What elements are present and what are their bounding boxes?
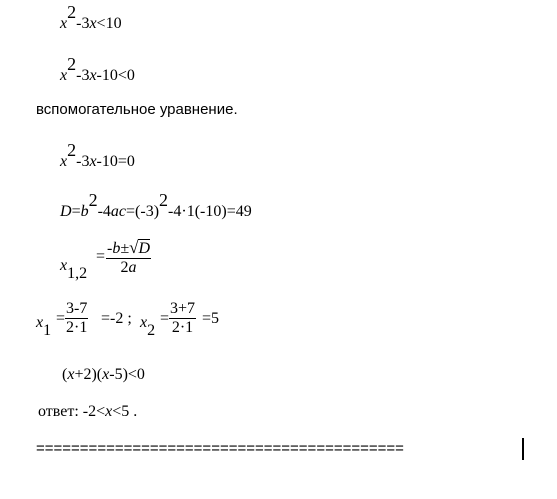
coef-text: -3 [76,67,90,84]
equals-sign: = [56,310,66,327]
variable-ac: ac [110,203,127,220]
coef-text: -4 [97,203,111,220]
tail-text: -10=0 [96,153,135,170]
root-1-fraction [65,300,88,337]
variable-D: D [60,203,72,220]
variable-x: x [60,15,68,32]
variable-x: x [60,257,68,274]
variable-D: D [138,240,151,257]
tail-text: -10<0 [96,67,135,84]
coef-text: -3 [76,15,90,32]
exponent: 2 [67,2,77,22]
exponent: 2 [159,190,169,210]
subscript: 2 [147,322,156,339]
inequality-line-1 [60,2,122,33]
variable-x: x [102,366,110,383]
subscript: 1 [43,322,52,339]
root-1-var [36,314,52,339]
variable-a: a [128,259,137,276]
factor-text: +2)( [74,366,103,383]
result-text: -4·1(-10)=49 [168,203,252,220]
variable-x: x [60,153,68,170]
answer-tail: <5 . [112,403,138,420]
coef-text: -3 [76,153,90,170]
variable-x: x [105,403,113,420]
discriminant-line [60,190,252,221]
equation-line [60,140,135,171]
fraction-denominator: 2·1 [169,318,196,337]
variable-b: b [80,203,89,220]
variable-x: x [89,67,97,84]
fraction-denominator: 2·1 [66,319,88,336]
exponent: 2 [67,54,77,74]
root-2-fraction [169,300,196,337]
answer-label: ответ: -2< [38,403,106,420]
tail-text: <10 [96,15,122,32]
variable-x: x [89,15,97,32]
roots-fraction [106,238,151,277]
factored-inequality [62,366,145,384]
equals-sign: = [96,248,106,265]
exponent: 2 [67,140,77,160]
fraction-numerator [106,238,151,258]
sqrt-icon: √ [129,238,139,257]
value-text: =(-3) [126,203,160,220]
exponent: 2 [88,190,98,210]
fraction-numerator: 3+7 [170,300,196,317]
numerator-prefix: -b± [107,240,130,257]
factor-text: -5)<0 [109,366,145,383]
root-1-value: =-2 ; [101,310,132,327]
root-2-var [140,314,156,339]
equals-sign: = [160,310,170,327]
fraction-denominator [106,258,151,277]
root-2-value: =5 [202,310,220,327]
root-values [36,300,276,350]
variable-x: x [60,67,68,84]
variable-x: x [67,366,75,383]
subscript: 1,2 [67,265,88,282]
denominator-number: 2 [120,259,129,276]
fraction-numerator: 3-7 [66,300,88,317]
paren-open: ( [62,366,68,383]
variable-x: x [140,314,148,331]
variable-x: x [36,314,44,331]
auxiliary-equation-label: вспомогательное уравнение. [36,101,238,118]
inequality-line-2 [60,54,135,85]
separator-rule: ========================================== [36,440,404,457]
answer-line [38,403,137,421]
roots-var [60,257,88,282]
text-cursor [522,438,524,460]
equals-sign: = [71,203,81,220]
variable-x: x [89,153,97,170]
